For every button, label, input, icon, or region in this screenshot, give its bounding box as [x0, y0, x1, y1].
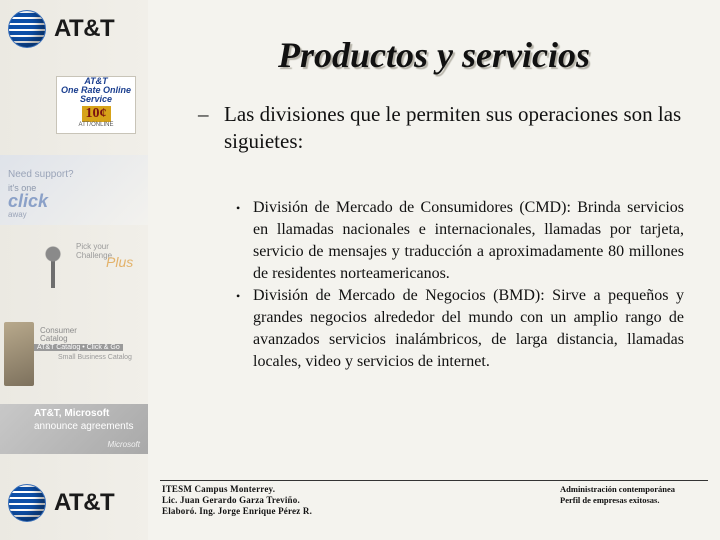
- footer-left-line: Elaboró. Ing. Jorge Enrique Pérez R.: [162, 506, 313, 516]
- thumb1-line1: AT&T: [84, 76, 108, 86]
- bullet-text: División de Mercado de Consumidores (CMD): Brinda servicios en llamadas nacionales e internacionales, llamadas por tarjeta, servicio de mensajes y traducción a aproximadamente 80 millones de residentes norteamericanos.: [253, 199, 684, 282]
- thumb1-rate: 10¢: [82, 106, 111, 122]
- thumb5-line1: AT&T, Microsoft: [34, 408, 110, 419]
- thumb2-line2: it's one: [8, 183, 37, 193]
- att-logo-text: AT&T: [54, 15, 115, 42]
- thumbnail-support: [0, 155, 148, 225]
- bullet-marker: •: [236, 201, 241, 215]
- thumb4-line1: Consumer: [40, 326, 77, 335]
- bullet-text: División de Mercado de Negocios (BMD): Sirve a pequeños y grandes negocios alrededor del mundo con un amplio rango de avanzados servicios inalámbricos, de larga distancia, llamadas locales, video y servicios de internet.: [253, 287, 684, 370]
- thumb3-line2: Challenge: [76, 251, 113, 260]
- thumb4-line2: Catalog: [40, 334, 68, 343]
- thumb1-line3: Service: [79, 94, 113, 104]
- subheading-text: Las divisiones que le permiten sus operaciones son las siguietes:: [224, 102, 682, 153]
- thumb1-mini: ATT/ONLINE: [78, 122, 114, 128]
- person-photo: [4, 322, 34, 386]
- slide-title: Productos y servicios: [278, 35, 590, 75]
- att-logo-text: AT&T: [54, 489, 115, 516]
- footer-left-line: Lic. Juan Gerardo Garza Treviño.: [162, 495, 300, 505]
- bullet-list: [232, 197, 684, 373]
- thumb2-line3: click: [8, 191, 49, 211]
- lamp-icon: [40, 242, 66, 290]
- thumbnail-catalog: [0, 316, 148, 396]
- att-logo-bottom: [8, 480, 140, 526]
- thumb3-line1: Pick your: [76, 242, 109, 251]
- footer-course: [560, 484, 675, 506]
- thumb3-line3: Plus: [106, 254, 134, 270]
- thumb4-line3: AT&T Catalog • Click & Go: [34, 344, 123, 351]
- footer-right-line: Administración contemporánea: [560, 484, 675, 494]
- att-globe-icon: [8, 10, 46, 48]
- footer-divider: [160, 480, 708, 481]
- thumb5-line3: Microsoft: [107, 440, 140, 449]
- thumb2-line4: away: [8, 210, 27, 219]
- thumbnail-one-rate-online: [0, 70, 148, 140]
- thumb1-line2: One Rate Online: [60, 85, 131, 95]
- thumbnail-microsoft: [0, 404, 148, 454]
- thumb4-line4: Small Business Catalog: [58, 354, 132, 361]
- bullet-item-cmd: [232, 197, 684, 285]
- bullet-item-bmd: [232, 285, 684, 373]
- bullet-marker: •: [236, 289, 241, 303]
- att-logo-top: [8, 6, 140, 52]
- att-globe-icon: [8, 484, 46, 522]
- subheading: [198, 101, 688, 155]
- sidebar: [0, 0, 148, 540]
- thumb2-line1: Need support?: [8, 169, 74, 180]
- thumbnail-challenge: [0, 236, 148, 294]
- thumb5-line2: announce agreements: [34, 421, 134, 432]
- footer-credits: [162, 484, 312, 517]
- dash-marker: –: [198, 102, 209, 126]
- footer-right-line: Perfil de empresas exitosas.: [560, 495, 660, 505]
- footer-left-line: ITESM Campus Monterrey.: [162, 484, 276, 494]
